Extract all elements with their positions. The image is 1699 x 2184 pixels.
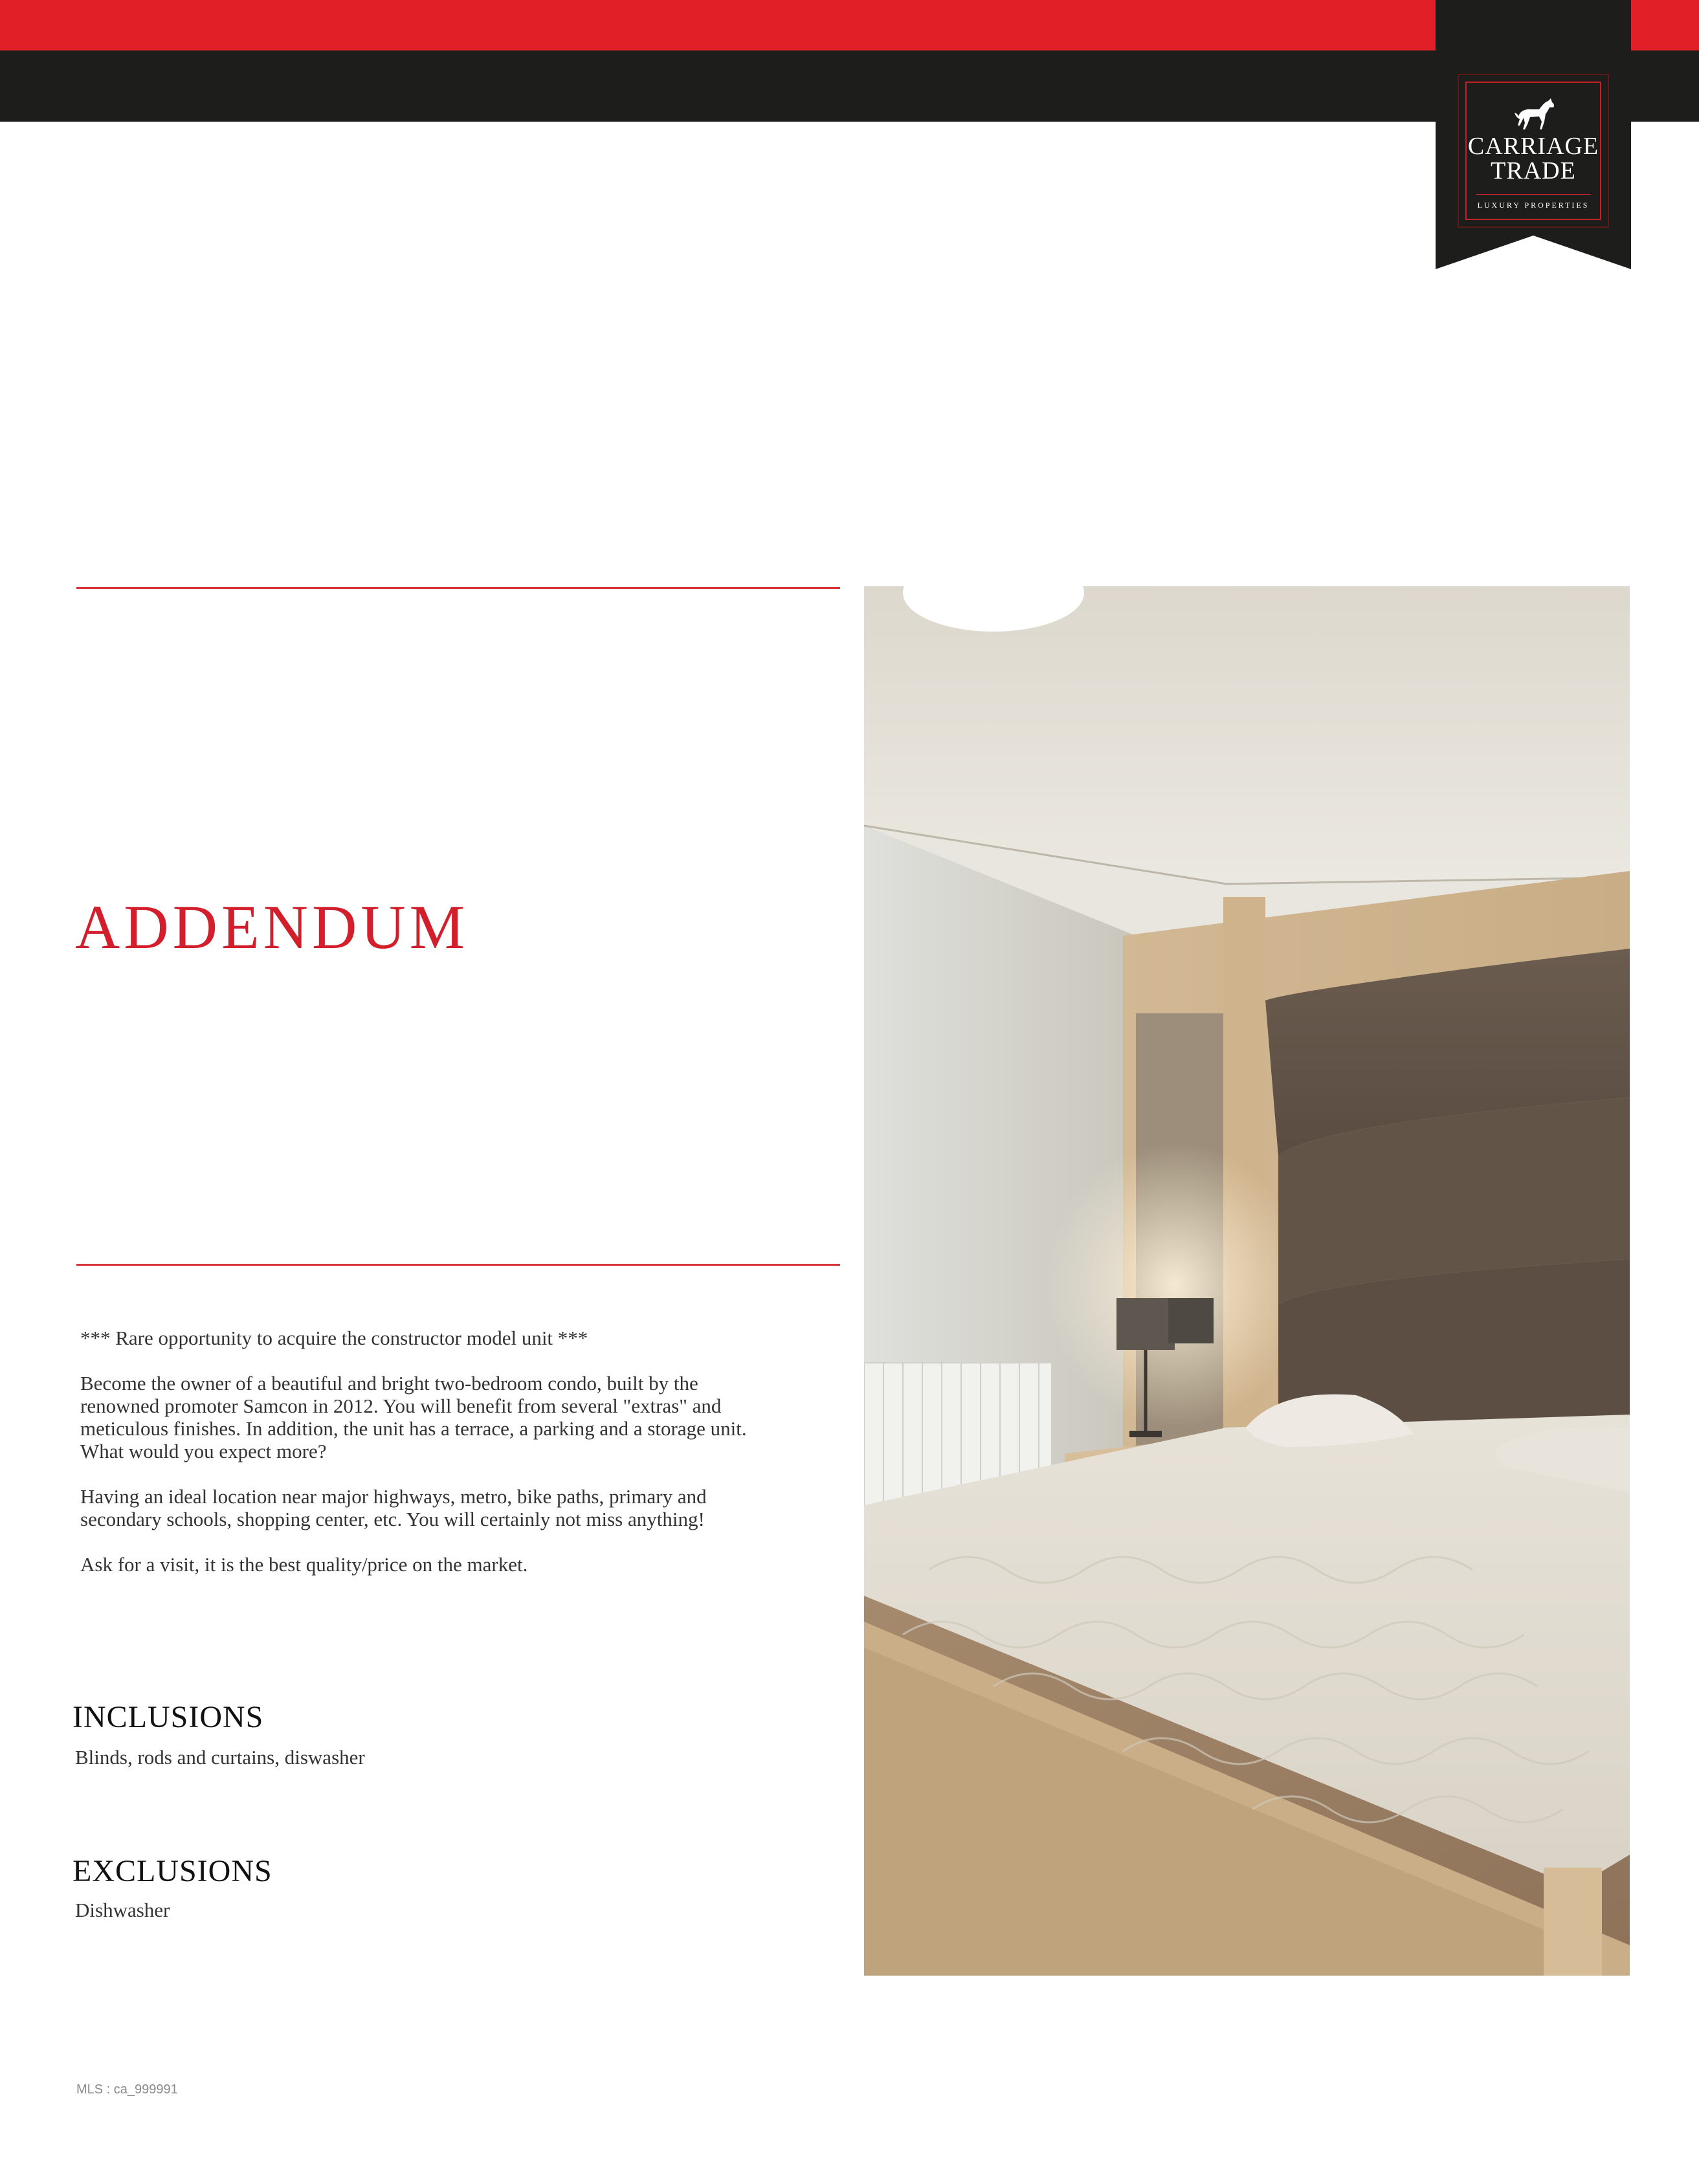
description-paragraph-3: Ask for a visit, it is the best quality/price on the market.: [80, 1553, 528, 1576]
exclusions-heading: EXCLUSIONS: [72, 1854, 272, 1888]
logo-tagline: LUXURY PROPERTIES: [1477, 201, 1590, 210]
exclusions-value: Dishwasher: [75, 1899, 170, 1921]
horse-icon: [1513, 97, 1557, 131]
description-paragraph-1: Become the owner of a beautiful and bright two-bedroom condo, built by the renowned promoter Samcon in 2012. You will benefit from several "extras" and meticulous finishes. In addition, the unit has a terrace, a parking and a storage unit. What would you expect more?: [80, 1372, 747, 1462]
logo-divider: [1476, 194, 1591, 195]
title-bottom-rule: [76, 1264, 840, 1266]
bedroom-illustration: [864, 586, 1630, 1976]
title-top-rule: [76, 587, 840, 589]
logo-name-line2: TRADE: [1491, 157, 1576, 184]
inclusions-heading: INCLUSIONS: [72, 1700, 264, 1734]
mls-number: MLS : ca_999991: [76, 2082, 178, 2097]
inclusions-value: Blinds, rods and curtains, diswasher: [75, 1746, 365, 1769]
page-title: ADDENDUM: [75, 892, 469, 962]
description-block: [80, 1327, 844, 1598]
description-headline: *** Rare opportunity to acquire the constructor model unit ***: [80, 1327, 588, 1349]
bedroom-photo: [864, 586, 1630, 1976]
description-paragraph-2: Having an ideal location near major highways, metro, bike paths, primary and secondary schools, shopping center, etc. You will certainly not miss anything!: [80, 1485, 707, 1530]
logo-name-line1: CARRIAGE: [1467, 133, 1599, 160]
brand-logo: [1458, 74, 1609, 228]
